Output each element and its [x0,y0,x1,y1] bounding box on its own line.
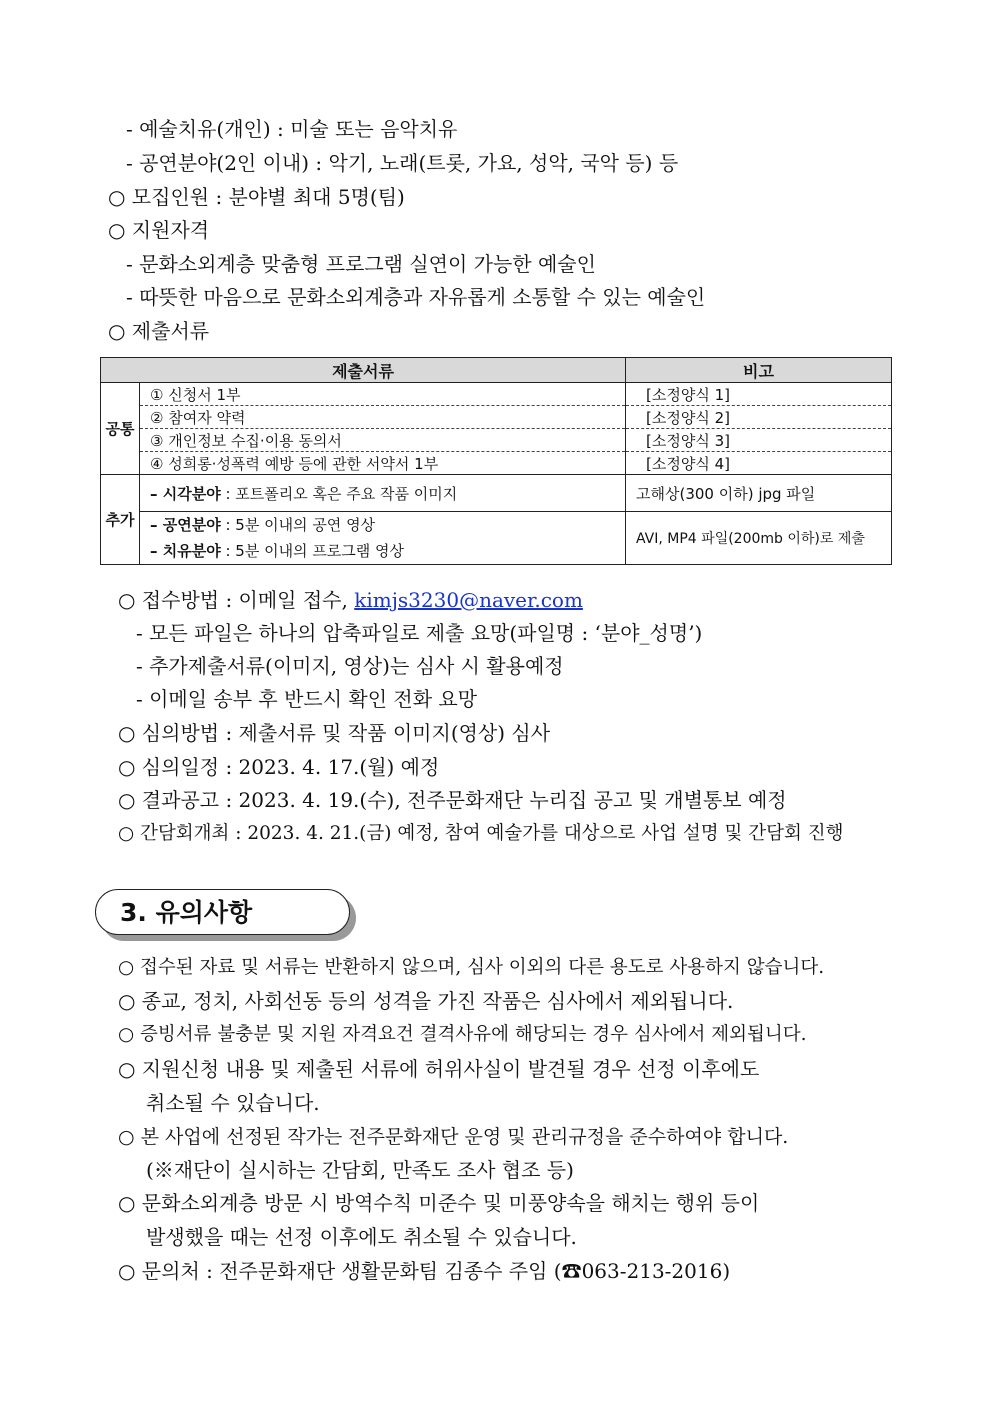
notice-item: ○ 문화소외계층 방문 시 방역수칙 미준수 및 미풍양속을 해치는 행위 등이 [118,1191,760,1215]
table-cell: ③ 개인정보 수집·이용 동의서 [140,429,626,452]
text-line: ○ 심의일정 : 2023. 4. 17.(월) 예정 [118,755,440,779]
notice-item: (※재단이 실시하는 간담회, 만족도 조사 협조 등) [146,1158,574,1182]
text-line: - 모든 파일은 하나의 압축파일로 제출 요망(파일명 : ‘분야_성명’) [136,621,703,645]
field-label: – 치유분야 [150,542,221,560]
table-cell: 고해상(300 이하) jpg 파일 [626,475,892,512]
text-line: - 따뜻한 마음으로 문화소외계층과 자유롭게 소통할 수 있는 예술인 [126,285,706,309]
field-desc: : 5분 이내의 공연 영상 [220,516,376,534]
table-cell [140,475,626,512]
table-cell: ④ 성희롱·성폭력 예방 등에 관한 서약서 1부 [140,452,626,475]
group-common: 공통 [101,383,140,475]
text-line: ○ 모집인원 : 분야별 최대 5명(팀) [108,185,405,209]
notice-item: ○ 지원신청 내용 및 제출된 서류에 허위사실이 발견될 경우 선정 이후에도 [118,1057,760,1081]
notice-item: ○ 문의처 : 전주문화재단 생활문화팀 김종수 주임 (☎063-213-2016) [118,1259,731,1283]
text-line: ○ 지원자격 [108,218,210,242]
table-cell: [소정양식 2] [626,406,892,429]
text-line: ○ 결과공고 : 2023. 4. 19.(수), 전주문화재단 누리집 공고 및 개별통보 예정 [118,788,787,812]
table-cell: ① 신청서 1부 [140,383,626,406]
table-cell: [소정양식 4] [626,452,892,475]
text-line: - 공연분야(2인 이내) : 악기, 노래(트롯, 가요, 성악, 국악 등) 등 [126,151,679,175]
text-line: - 이메일 송부 후 반드시 확인 전화 요망 [136,687,478,711]
notice-item: ○ 종교, 정치, 사회선동 등의 성격을 가진 작품은 심사에서 제외됩니다. [118,989,734,1013]
notice-item: ○ 본 사업에 선정된 작가는 전주문화재단 운영 및 관리규정을 준수하여야 합니다. [118,1126,789,1148]
field-label: – 시각분야 [150,484,221,503]
submission-method [118,587,583,613]
field-label: – 공연분야 [150,516,221,534]
table-cell: [소정양식 1] [626,383,892,406]
table-header-note: 비고 [626,358,892,383]
email-link[interactable]: kimjs3230@naver.com [354,588,583,612]
field-desc: : 포트폴리오 혹은 주요 작품 이미지 [220,484,458,503]
method-prefix: ○ 접수방법 : 이메일 접수, [118,588,355,612]
group-extra: 추가 [101,475,140,565]
table-cell: [소정양식 3] [626,429,892,452]
table-cell: ② 참여자 약력 [140,406,626,429]
documents-table [100,357,892,565]
text-line: - 문화소외계층 맞춤형 프로그램 실연이 가능한 예술인 [126,252,596,276]
table-header-docs: 제출서류 [101,358,626,383]
section-title: 3. 유의사항 [95,889,350,935]
text-line: ○ 심의방법 : 제출서류 및 작품 이미지(영상) 심사 [118,721,551,745]
text-line: - 예술치유(개인) : 미술 또는 음악치유 [126,117,458,141]
text-line: ○ 제출서류 [108,319,210,343]
field-desc: : 5분 이내의 프로그램 영상 [220,542,405,560]
text-line: - 추가제출서류(이미지, 영상)는 심사 시 활용예정 [136,654,564,678]
table-cell [140,512,626,565]
notice-item: 취소될 수 있습니다. [146,1091,320,1115]
table-cell: AVI, MP4 파일(200mb 이하)로 제출 [626,512,892,565]
notice-item: ○ 증빙서류 불충분 및 지원 자격요건 결격사유에 해당되는 경우 심사에서 제외됩니다. [118,1024,807,1045]
notice-item: ○ 접수된 자료 및 서류는 반환하지 않으며, 심사 이외의 다른 용도로 사용하지 않습니다. [118,957,825,978]
text-line: ○ 간담회개최 : 2023. 4. 21.(금) 예정, 참여 예술가를 대상으로 사업 설명 및 간담회 진행 [118,823,844,844]
notice-item: 발생했을 때는 선정 이후에도 취소될 수 있습니다. [146,1225,577,1249]
